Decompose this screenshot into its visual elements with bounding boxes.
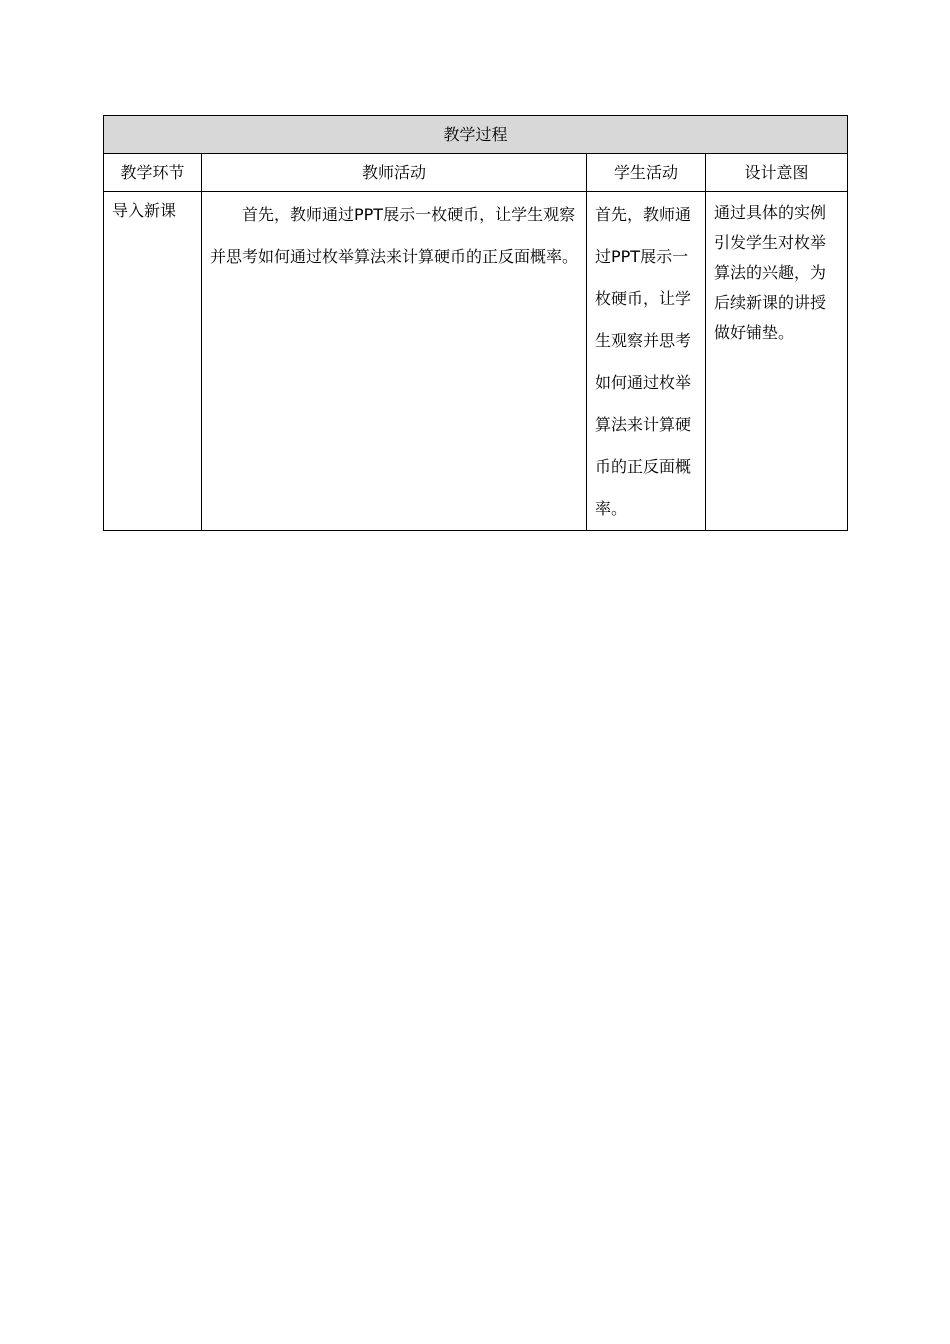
design-intent-cell [706, 192, 848, 531]
teaching-process-table [103, 115, 848, 531]
design-intent-text: 通过具体的实例引发学生对枚举算法的兴趣，为后续新课的讲授做好铺垫。 [714, 203, 827, 342]
stage-text: 导入新课 [112, 201, 177, 220]
header-teacher-activity: 教师活动 [202, 154, 587, 192]
student-activity-cell [587, 192, 706, 531]
header-stage: 教学环节 [104, 154, 202, 192]
student-activity-text: 首先，教师通过PPT展示一枚硬币，让学生观察并思考如何通过枚举算法来计算硬币的正反面概率。 [595, 205, 692, 518]
table-header-row [104, 154, 848, 192]
stage-cell [104, 192, 202, 531]
table-title: 教学过程 [104, 116, 848, 154]
teacher-activity-cell [202, 192, 587, 531]
table-title-row [104, 116, 848, 154]
teacher-activity-text: 首先，教师通过PPT展示一枚硬币，让学生观察并思考如何通过枚举算法来计算硬币的正反面概率。 [210, 205, 579, 266]
table-row [104, 192, 848, 531]
header-student-activity: 学生活动 [587, 154, 706, 192]
header-design-intent: 设计意图 [706, 154, 848, 192]
